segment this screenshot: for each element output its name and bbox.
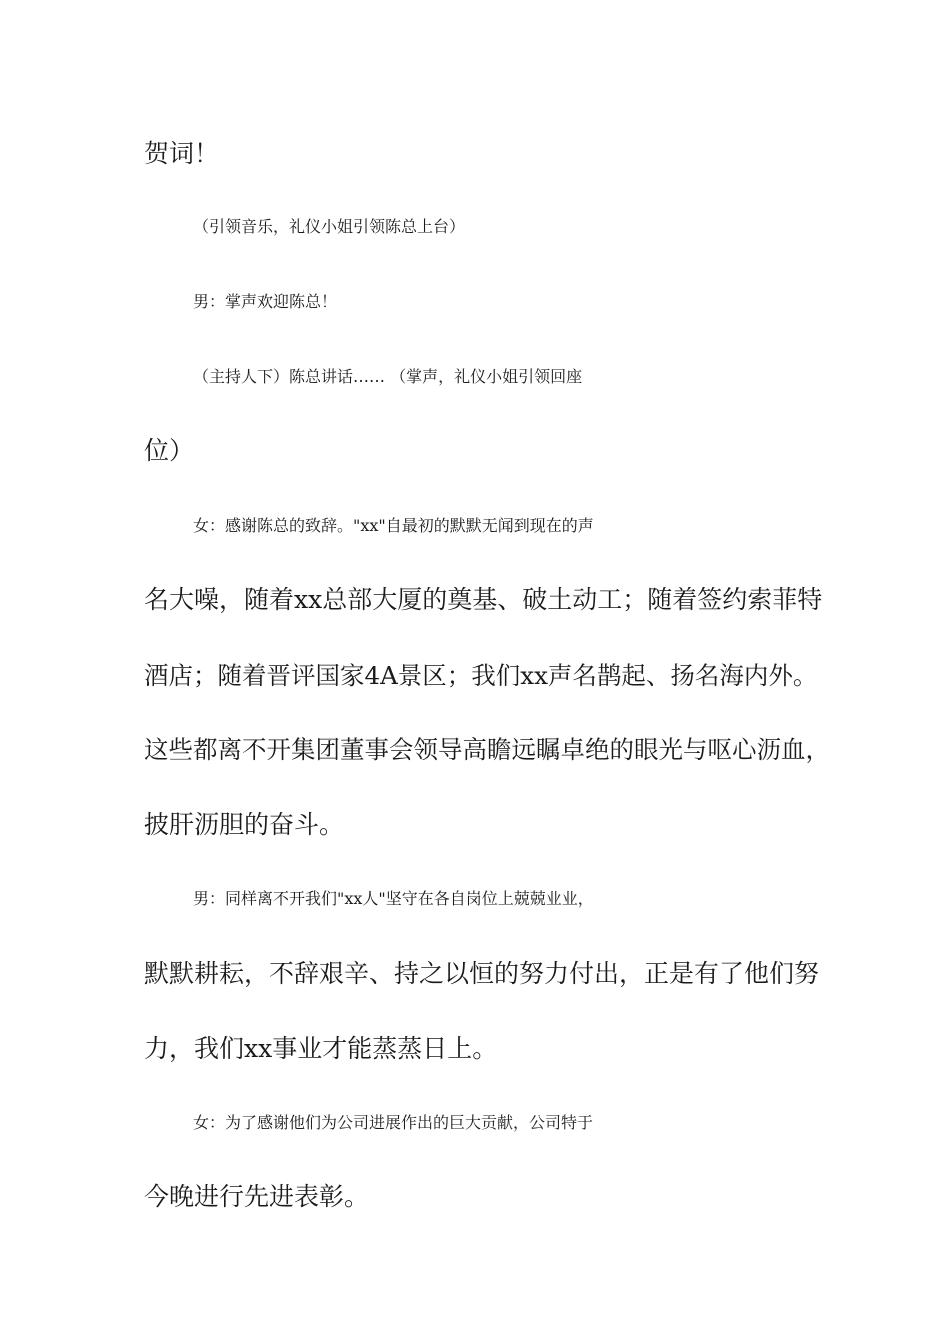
text-line: 男：掌声欢迎陈总！	[193, 292, 338, 311]
text-line: 默默耕耘，不辞艰辛、持之以恒的努力付出，正是有了他们努	[144, 959, 820, 988]
text-line: 位）	[144, 436, 195, 465]
text-line: 披肝沥胆的奋斗。	[144, 810, 345, 839]
text-line: 酒店；随着晋评国家4A景区；我们xx声名鹊起、扬名海内外。	[144, 661, 818, 690]
text-line: 贺词！	[144, 139, 220, 168]
text-line: （引领音乐，礼仪小姐引领陈总上台）	[193, 217, 466, 236]
text-line: 这些都离不开集团董事会领导高瞻远瞩卓绝的眼光与呕心沥血，	[144, 735, 830, 764]
text-line: 男：同样离不开我们"xx人"坚守在各自岗位上兢兢业业，	[193, 889, 594, 908]
text-line: 今晚进行先进表彰。	[144, 1182, 370, 1211]
text-line: 女：感谢陈总的致辞。"xx"自最初的默默无闻到现在的声	[193, 516, 594, 535]
text-line: 名大噪，随着xx总部大厦的奠基、破土动工；随着签约索菲特	[144, 585, 823, 614]
text-line: （主持人下）陈总讲话…… （掌声，礼仪小姐引领回座	[193, 367, 583, 386]
text-line: 力，我们xx事业才能蒸蒸日上。	[144, 1034, 498, 1063]
text-line: 女：为了感谢他们为公司进展作出的巨大贡献，公司特于	[193, 1113, 594, 1132]
